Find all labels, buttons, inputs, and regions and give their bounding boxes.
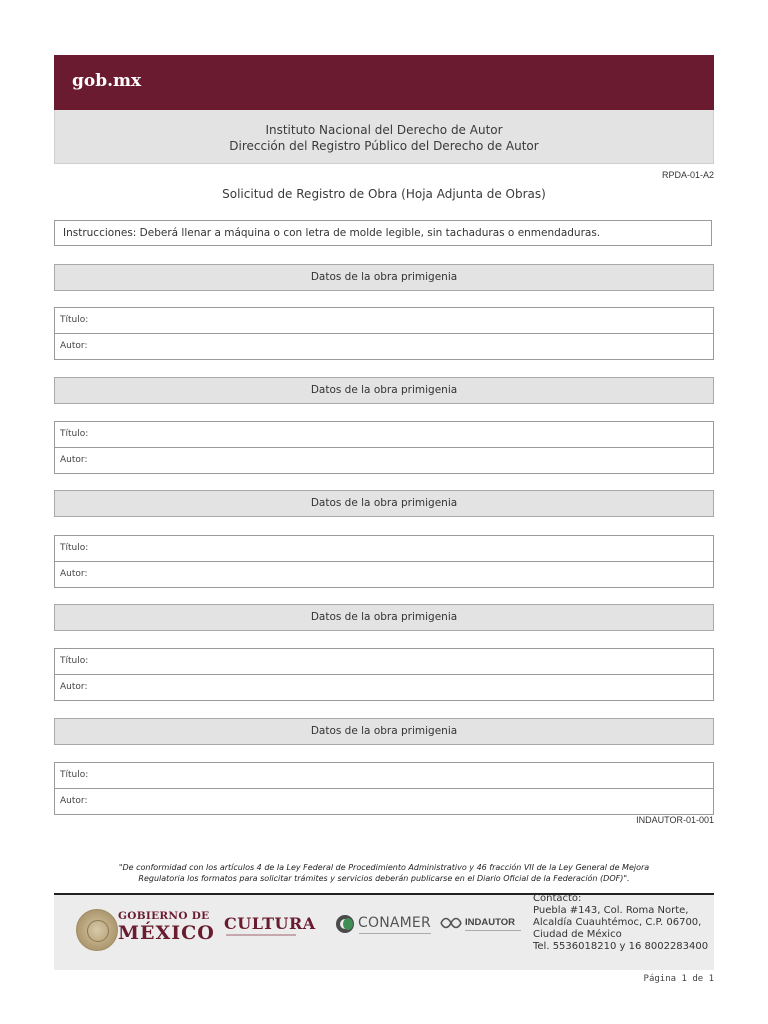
- title-field[interactable]: Título:: [55, 649, 713, 675]
- author-field[interactable]: Autor:: [60, 569, 88, 579]
- footer-bar: [54, 893, 714, 970]
- cultura-logo: CULTURA: [224, 914, 316, 933]
- conamer-leaf-icon: [343, 918, 353, 930]
- institution-header: [54, 110, 714, 164]
- mexico-seal-icon: [76, 909, 118, 951]
- instructions-box: Instrucciones: Deberá llenar a máquina o con letra de molde legible, sin tachaduras o enmendaduras.: [54, 220, 712, 246]
- indautor-logo: INDAUTOR: [465, 917, 515, 928]
- form-title: Solicitud de Registro de Obra (Hoja Adjunta de Obras): [222, 187, 546, 201]
- section-header: Datos de la obra primigenia: [54, 264, 714, 291]
- author-field[interactable]: Autor:: [60, 796, 88, 806]
- legal-note-line: Regulatoria los formatos para solicitar trámites y servicios deberán publicarse en el Diario Oficial de la Federación (DOF)".: [138, 874, 630, 883]
- gobierno-logo-top: GOBIERNO DE: [118, 910, 210, 922]
- author-field[interactable]: Autor:: [60, 341, 88, 351]
- contact-line: Puebla #143, Col. Roma Norte,: [533, 905, 689, 916]
- title-field[interactable]: Título:: [55, 536, 713, 562]
- work-fields: [54, 535, 714, 588]
- work-fields: [54, 762, 714, 815]
- author-field[interactable]: Autor:: [60, 455, 88, 465]
- contact-info: [533, 893, 708, 953]
- contact-line: Ciudad de México: [533, 929, 622, 940]
- gobierno-logo-bottom: MÉXICO: [118, 922, 215, 944]
- footer-form-code: INDAUTOR-01-001: [636, 815, 714, 825]
- institute-name: Instituto Nacional del Derecho de Autor: [265, 123, 503, 137]
- gobmx-logo[interactable]: gob.mx: [72, 71, 142, 91]
- legal-note-line: "De conformidad con los artículos 4 de la Ley Federal de Procedimiento Administrativo y 46 fracción VII de la Ley General de Mejora: [118, 863, 650, 872]
- section-header: Datos de la obra primigenia: [54, 377, 714, 404]
- work-fields: [54, 421, 714, 474]
- section-header: Datos de la obra primigenia: [54, 490, 714, 517]
- section-header: Datos de la obra primigenia: [54, 718, 714, 745]
- contact-line: Tel. 5536018210 y 16 8002283400: [533, 941, 709, 952]
- title-field[interactable]: Título:: [55, 422, 713, 448]
- gobmx-banner: [54, 55, 714, 110]
- conamer-logo: CONAMER: [358, 915, 431, 931]
- title-field[interactable]: Título:: [55, 308, 713, 334]
- page-number: Página 1 de 1: [643, 974, 714, 984]
- contact-line: Alcaldía Cuauhtémoc, C.P. 06700,: [533, 917, 702, 928]
- contact-line: Contacto:: [533, 893, 582, 904]
- section-header: Datos de la obra primigenia: [54, 604, 714, 631]
- author-field[interactable]: Autor:: [60, 682, 88, 692]
- form-code: RPDA-01-A2: [661, 170, 714, 180]
- direction-name: Dirección del Registro Público del Derecho de Autor: [229, 139, 539, 153]
- indautor-logo-underline: [465, 930, 521, 931]
- title-field[interactable]: Título:: [55, 763, 713, 789]
- work-fields: [54, 307, 714, 360]
- work-fields: [54, 648, 714, 701]
- conamer-logo-underline: [359, 933, 431, 934]
- legal-note: [70, 862, 698, 884]
- seal-inner-ring: [87, 920, 109, 942]
- cultura-logo-underline: [226, 934, 296, 936]
- indautor-icon: [440, 917, 462, 929]
